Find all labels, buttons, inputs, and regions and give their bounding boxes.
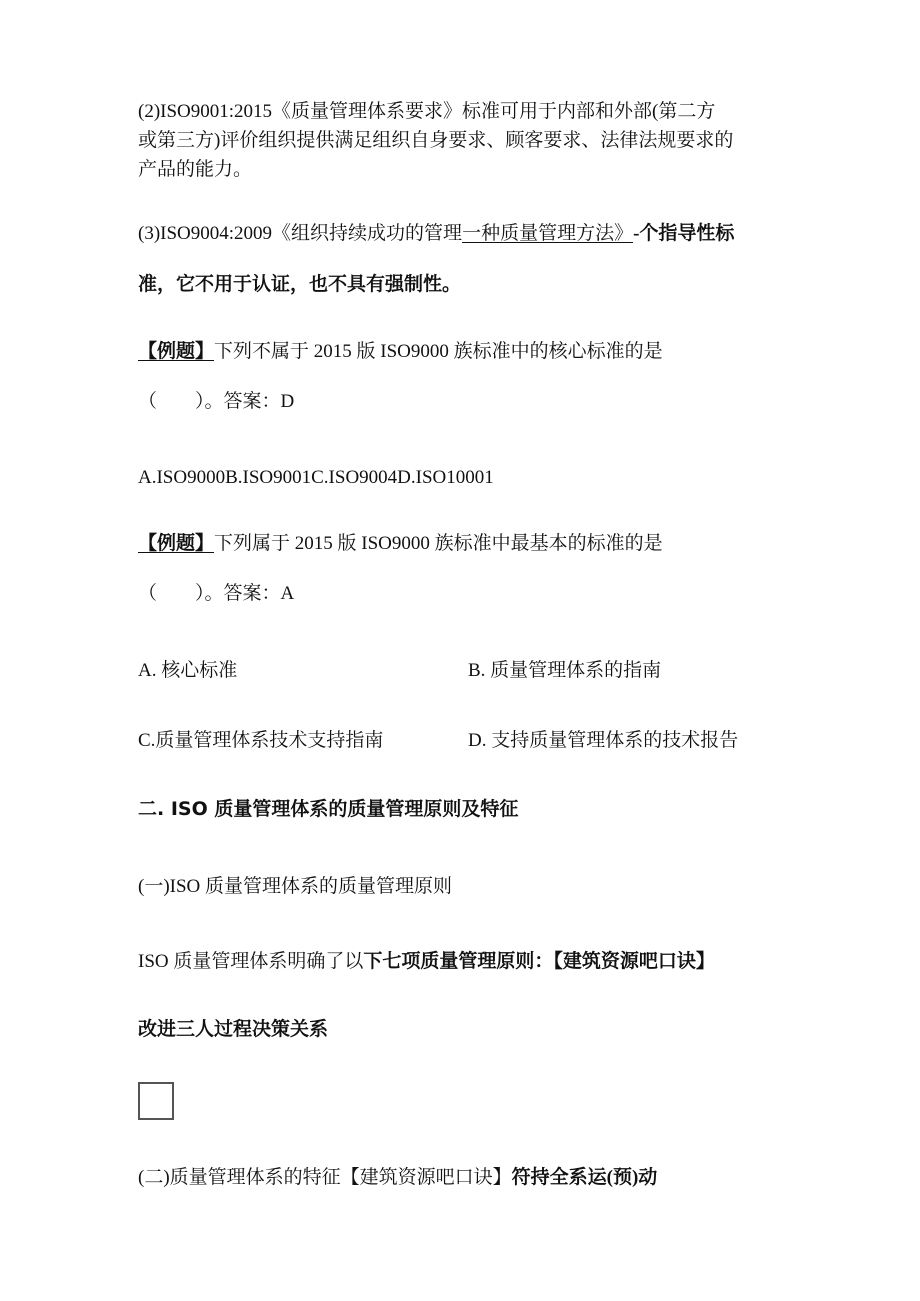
- mnemonic-line: 改进三人过程决策关系: [138, 1018, 329, 1040]
- example-2-question-text: 下列属于 2015 版 ISO9000 族标准中最基本的标准的是: [214, 533, 663, 554]
- option-d: D. 支持质量管理体系的技术报告: [468, 730, 739, 751]
- paragraph-3-line-1: [138, 220, 734, 248]
- principles-bold: 下七项质量管理原则：【建筑资源吧口诀】: [363, 951, 715, 972]
- section-2-sub-2: [138, 1164, 657, 1192]
- option-a: A. 核心标准: [138, 660, 238, 681]
- option-b: B. 质量管理体系的指南: [468, 660, 662, 681]
- example-2-options-row-2: [138, 727, 838, 755]
- paragraph-3-bold-tail: -个指导性标: [633, 223, 735, 244]
- example-1-question: [138, 338, 663, 366]
- paragraph-3-underlined: 一种质量管理方法》: [462, 223, 634, 244]
- image-placeholder-box: [138, 1082, 174, 1120]
- section-2-sub-1: (一)ISO 质量管理体系的质量管理原则: [138, 876, 453, 897]
- paragraph-2-line-3: 产品的能力。: [138, 159, 253, 180]
- option-c: C.质量管理体系技术支持指南: [138, 730, 384, 751]
- example-2-question: [138, 530, 663, 558]
- example-1-question-text: 下列不属于 2015 版 ISO9000 族标准中的核心标准的是: [214, 341, 663, 362]
- paragraph-3-prefix: (3)ISO9004:2009《组织持续成功的管理: [138, 223, 463, 244]
- sub-2-bold: 符持全系运(预)动: [511, 1167, 658, 1188]
- example-2-options-row-1: [138, 657, 838, 685]
- section-2-heading: 二. ISO 质量管理体系的质量管理原则及特征: [138, 798, 519, 820]
- example-2-tag: 【例题】: [138, 533, 215, 554]
- example-1-options: A.ISO9000B.ISO9001C.ISO9004D.ISO10001: [138, 467, 494, 488]
- sub-2-prefix: (二)质量管理体系的特征【建筑资源吧口诀】: [138, 1167, 512, 1188]
- paragraph-2-line-1: (2)ISO9001:2015《质量管理体系要求》标准可用于内部和外部(第二方: [138, 101, 716, 122]
- example-1-answer: （ ）。答案：D: [138, 391, 295, 412]
- paragraph-3-line-2: 准，它不用于认证，也不具有强制性。: [138, 273, 462, 295]
- paragraph-2-line-2: 或第三方)评价组织提供满足组织自身要求、顾客要求、法律法规要求的: [138, 130, 734, 151]
- principles-sentence: [138, 948, 715, 976]
- example-1-tag: 【例题】: [138, 341, 215, 362]
- example-2-answer: （ ）。答案：A: [138, 583, 295, 604]
- principles-prefix: ISO 质量管理体系明确了以: [138, 951, 364, 972]
